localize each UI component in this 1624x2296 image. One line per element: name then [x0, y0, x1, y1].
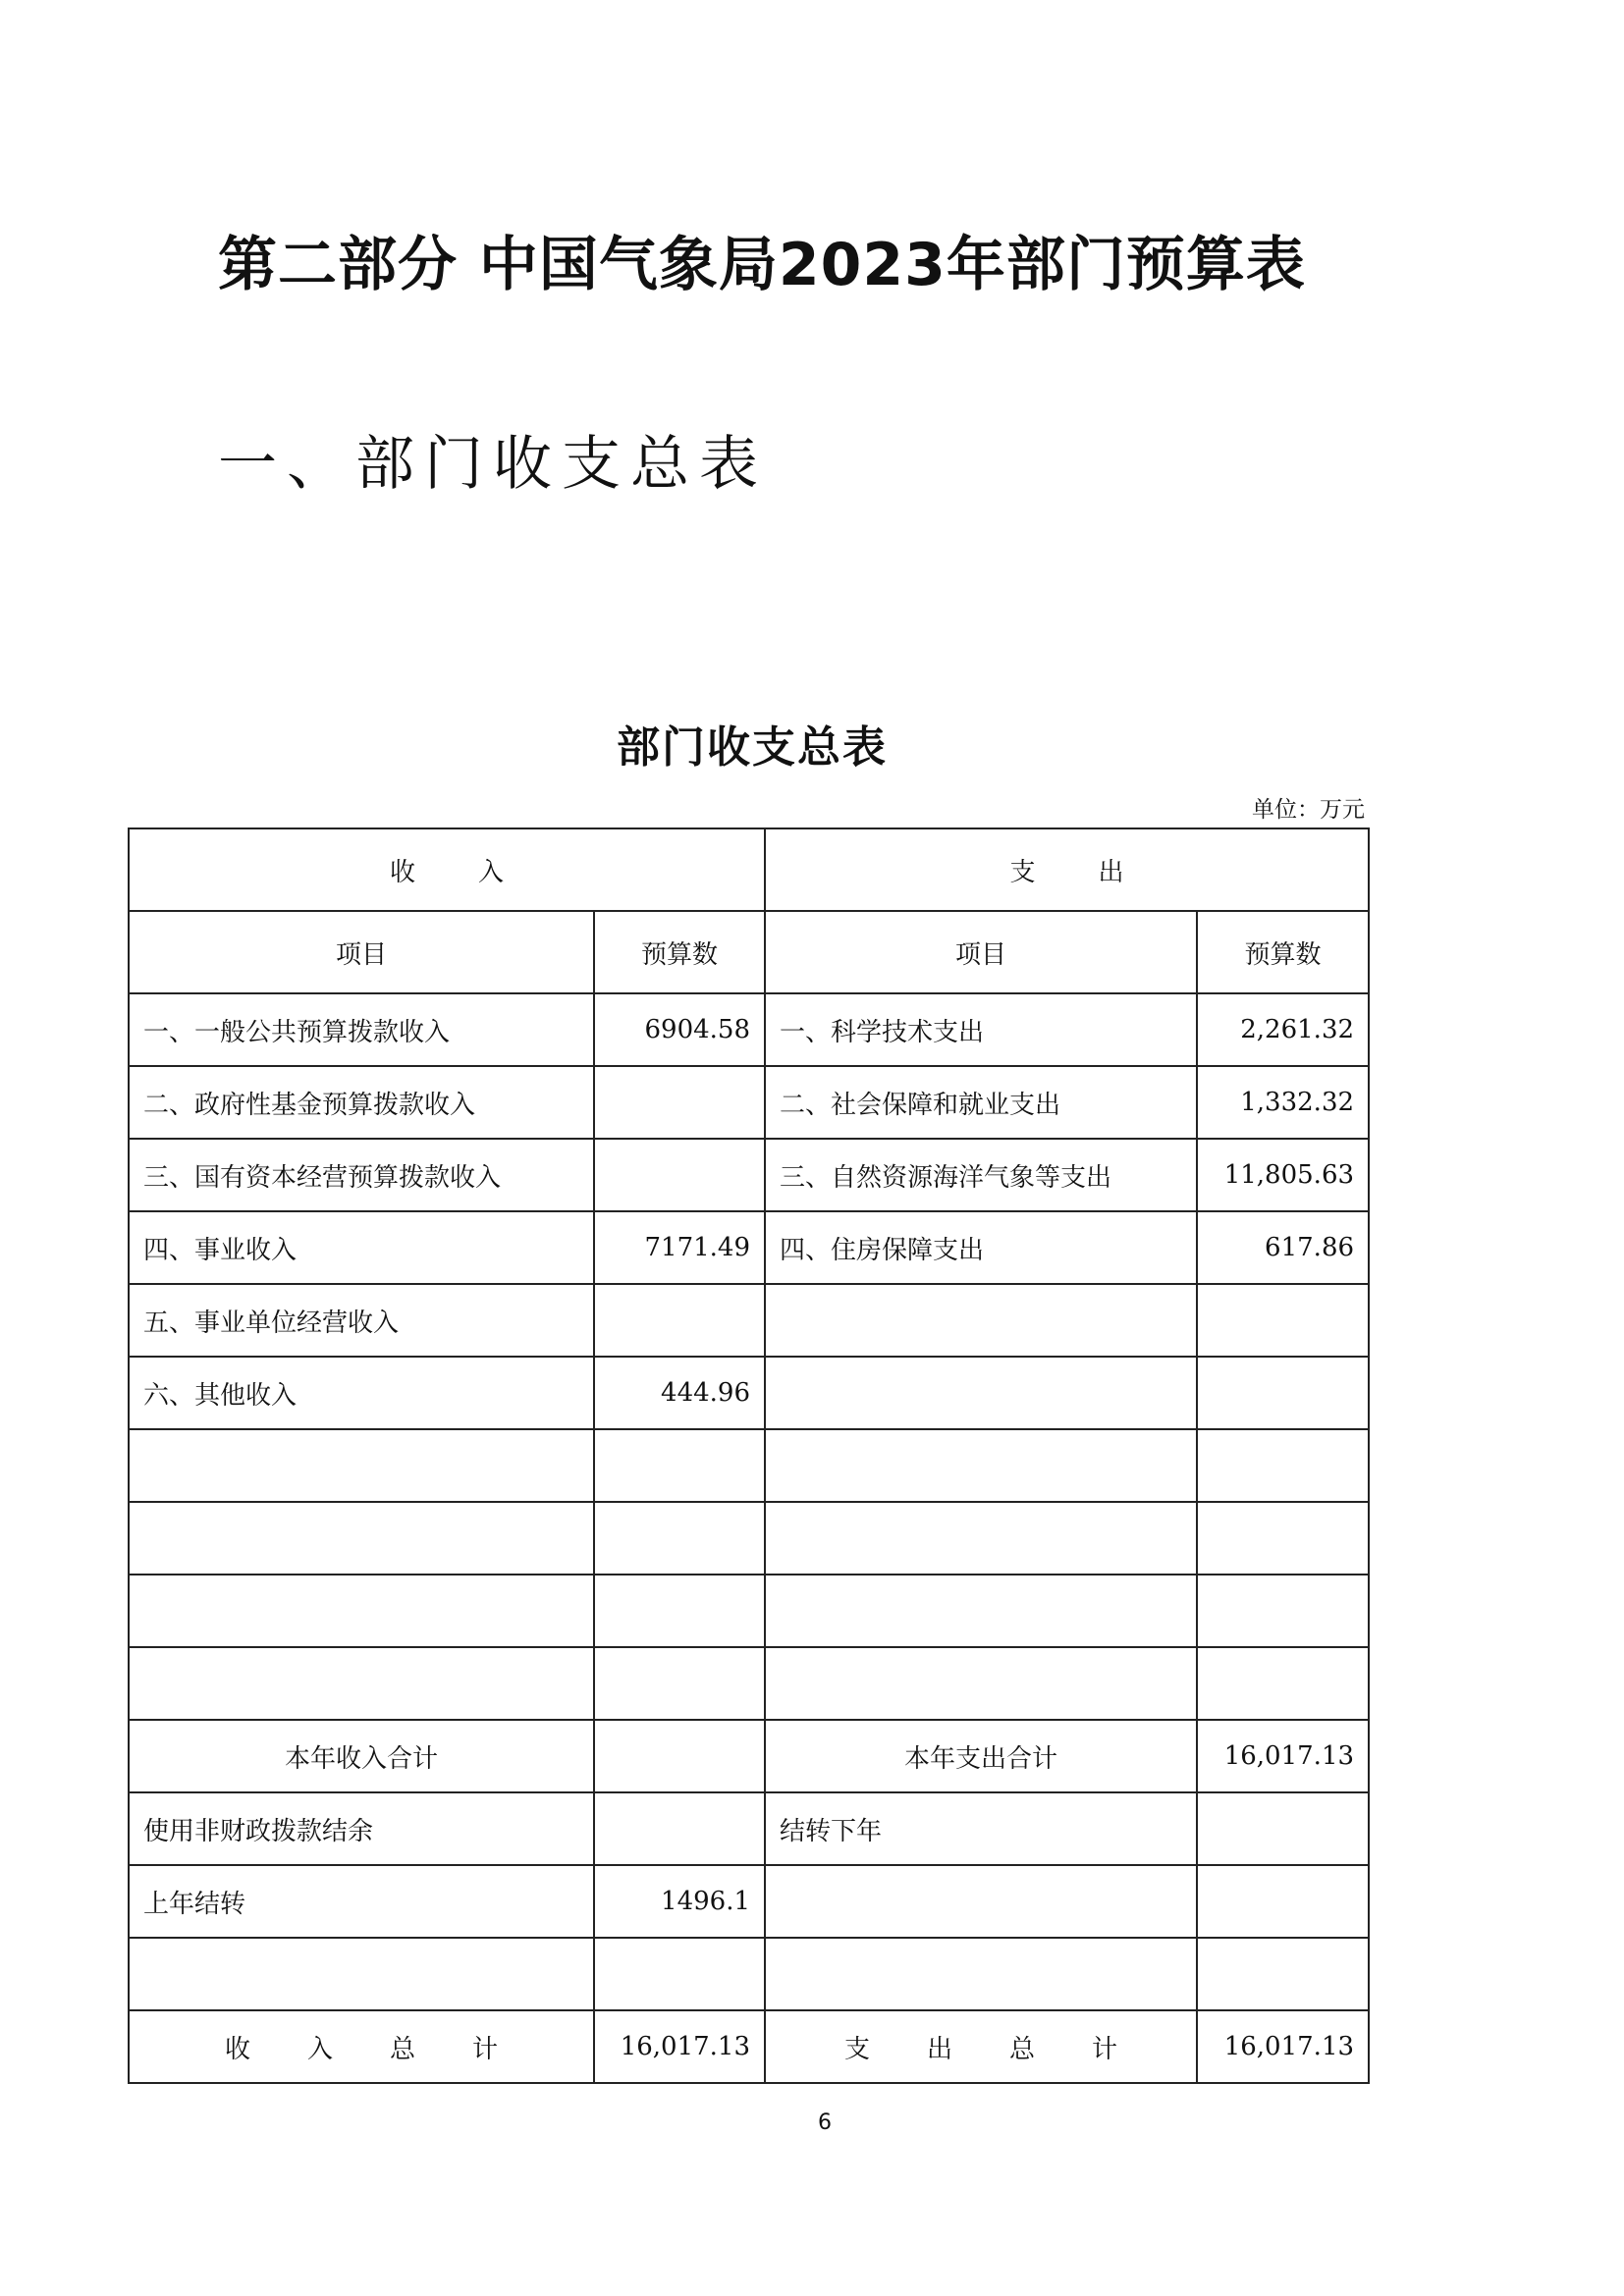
- expense-value-cell: [1197, 1938, 1369, 2010]
- expense-value-cell: [1197, 1575, 1369, 1647]
- table-row: [129, 1429, 1369, 1502]
- expense-value-cell: [1197, 1647, 1369, 1720]
- income-item-cell: [129, 1429, 594, 1502]
- income-value-cell: 7171.49: [594, 1211, 765, 1284]
- page-number: 6: [818, 2110, 832, 2135]
- expense-value-cell: 11,805.63: [1197, 1139, 1369, 1211]
- income-value-cell: 444.96: [594, 1357, 765, 1429]
- income-value-cell: [594, 1429, 765, 1502]
- income-item-cell: [129, 1502, 594, 1575]
- table-row: [129, 1792, 1369, 1865]
- part-title: 第二部分 中国气象局2023年部门预算表: [218, 231, 1306, 299]
- expense-item-cell: [765, 1357, 1197, 1429]
- income-item-cell: 二、政府性基金预算拨款收入: [129, 1066, 594, 1139]
- income-value-cell: [594, 1502, 765, 1575]
- expense-total-value: 16,017.13: [1197, 2010, 1369, 2083]
- expense-header: 支出: [765, 828, 1369, 911]
- income-item-cell: 三、国有资本经营预算拨款收入: [129, 1139, 594, 1211]
- income-item-cell: 上年结转: [129, 1865, 594, 1938]
- expense-item-cell: [765, 1938, 1197, 2010]
- expense-item-cell: 二、社会保障和就业支出: [765, 1066, 1197, 1139]
- table-row: [129, 1211, 1369, 1284]
- expense-item-cell: 四、住房保障支出: [765, 1211, 1197, 1284]
- income-item-cell: [129, 1647, 594, 1720]
- expense-value-cell: [1197, 1284, 1369, 1357]
- expense-item-cell: [765, 1865, 1197, 1938]
- income-value-cell: 1496.1: [594, 1865, 765, 1938]
- expense-item-cell: 三、自然资源海洋气象等支出: [765, 1139, 1197, 1211]
- expense-subtotal-value: 16,017.13: [1197, 1720, 1369, 1792]
- expense-value-cell: 617.86: [1197, 1211, 1369, 1284]
- income-item-column-header: 项目: [129, 911, 594, 993]
- expense-value-cell: 2,261.32: [1197, 993, 1369, 1066]
- table-title: 部门收支总表: [617, 722, 888, 773]
- income-item-cell: 四、事业收入: [129, 1211, 594, 1284]
- income-value-cell: [594, 1647, 765, 1720]
- table-row: [129, 1357, 1369, 1429]
- expense-item-cell: [765, 1647, 1197, 1720]
- unit-label: 单位：万元: [1252, 797, 1365, 823]
- income-value-cell: [594, 1066, 765, 1139]
- section-title: 一、部门收支总表: [218, 430, 768, 499]
- expense-value-cell: 1,332.32: [1197, 1066, 1369, 1139]
- income-item-cell: 一、一般公共预算拨款收入: [129, 993, 594, 1066]
- table-row: [129, 1938, 1369, 2010]
- income-value-cell: 6904.58: [594, 993, 765, 1066]
- table-row: [129, 1865, 1369, 1938]
- income-item-cell: [129, 1575, 594, 1647]
- table-row: [129, 1066, 1369, 1139]
- expense-item-column-header: 项目: [765, 911, 1197, 993]
- income-value-cell: [594, 1792, 765, 1865]
- income-item-cell: [129, 1938, 594, 2010]
- expense-item-cell: [765, 1575, 1197, 1647]
- income-item-cell: 六、其他收入: [129, 1357, 594, 1429]
- expense-item-cell: 结转下年: [765, 1792, 1197, 1865]
- total-row: [129, 2010, 1369, 2083]
- income-value-cell: [594, 1938, 765, 2010]
- income-value-cell: [594, 1139, 765, 1211]
- income-budget-column-header: 预算数: [594, 911, 765, 993]
- expense-value-cell: [1197, 1792, 1369, 1865]
- expense-item-cell: [765, 1284, 1197, 1357]
- income-item-cell: 五、事业单位经营收入: [129, 1284, 594, 1357]
- expense-value-cell: [1197, 1502, 1369, 1575]
- income-subtotal-value: [594, 1720, 765, 1792]
- table-body: [129, 828, 1369, 2083]
- expense-subtotal-label: 本年支出合计: [765, 1720, 1197, 1792]
- expense-value-cell: [1197, 1865, 1369, 1938]
- table-row: [129, 1139, 1369, 1211]
- expense-value-cell: [1197, 1357, 1369, 1429]
- expense-budget-column-header: 预算数: [1197, 911, 1369, 993]
- table-row: [129, 1575, 1369, 1647]
- budget-summary-table: [128, 828, 1370, 2084]
- subtotal-row: [129, 1720, 1369, 1792]
- table-row: [129, 1502, 1369, 1575]
- expense-value-cell: [1197, 1429, 1369, 1502]
- table-row: [129, 1284, 1369, 1357]
- expense-item-cell: [765, 1429, 1197, 1502]
- income-header: 收入: [129, 828, 765, 911]
- expense-total-label: 支出总计: [765, 2010, 1197, 2083]
- income-item-cell: 使用非财政拨款结余: [129, 1792, 594, 1865]
- income-total-value: 16,017.13: [594, 2010, 765, 2083]
- table-row: [129, 993, 1369, 1066]
- income-subtotal-label: 本年收入合计: [129, 1720, 594, 1792]
- expense-item-cell: [765, 1502, 1197, 1575]
- income-value-cell: [594, 1575, 765, 1647]
- income-total-label: 收入总计: [129, 2010, 594, 2083]
- expense-item-cell: 一、科学技术支出: [765, 993, 1197, 1066]
- income-value-cell: [594, 1284, 765, 1357]
- table-section-header-row: [129, 828, 1369, 911]
- table-row: [129, 1647, 1369, 1720]
- table-column-header-row: [129, 911, 1369, 993]
